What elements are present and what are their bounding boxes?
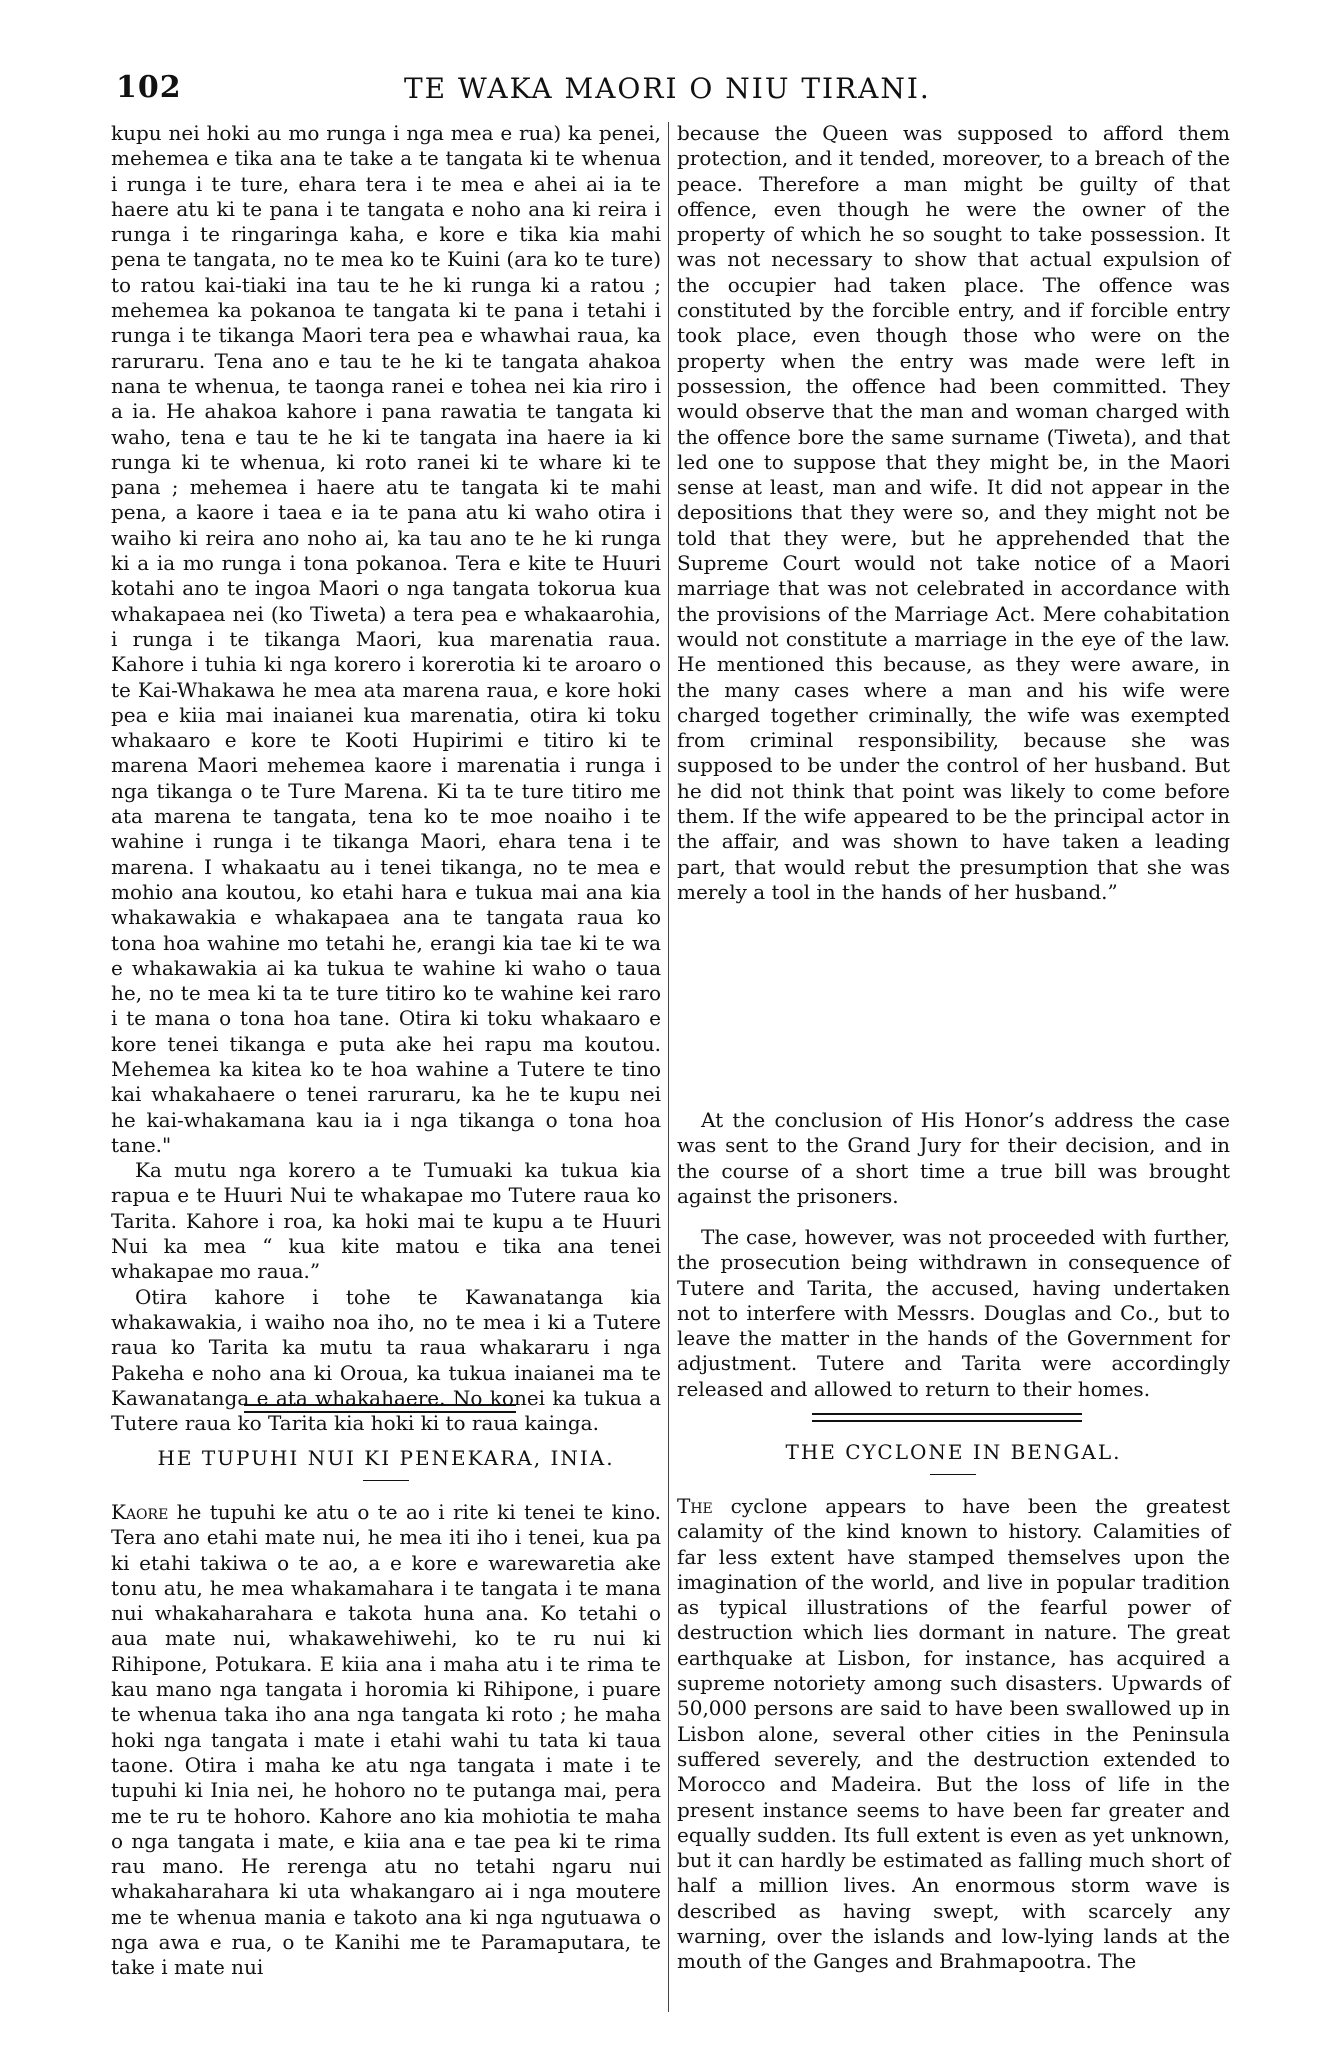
article-text-english: cyclone appears to have been the greatest calamity of the kind known to history. Calamities of far less extent have stamped themselves upon the imagination of the world, and live in popular tradition as typical illustrations of the fearful power of destruction which lies dormant in nature. The great earthquake at Lisbon, for instance, has acquired a supreme notoriety among such disasters. Upwards of 50,000 persons are said to have been swallowed up in Lisbon alone, several other cities in the Peninsula suffered severely, and the destruction extended to Morocco and Madeira. But the loss of life in the present instance seems to have been far greater and equally sudden. Its full extent is even as yet unknown, but it can hardly be estimated as falling much short of half a million lives. An enormous storm wave is described as having swept, with scarcely any warning, over the islands and low-lying lands at the mouth of the Ganges and Brahmapootra. The	[677, 1494, 1230, 1974]
right-title-rule	[930, 1474, 976, 1475]
left-double-rule	[244, 1404, 516, 1413]
lead-word-maori: Kaore	[111, 1500, 169, 1524]
column-divider	[668, 122, 669, 2012]
left-column-continuation	[111, 121, 661, 1436]
left-paragraph-3: Otira kahore i tohe te Kawanatanga kia whakawakia, i waiho noa iho, no te mea i ki a Tutere raua ko Tarita ka mutu ta raua whakararu i nga Pakeha e noho ana ki Oroua, ka tukua inaianei ma te Kawanatanga e ata whakahaere. No konei ka tukua a Tutere raua ko Tarita kia hoki ki to raua kainga.	[111, 1284, 661, 1436]
left-continued-paragraph: kupu nei hoki au mo runga i nga mea e rua) ka penei, mehemea e tika ana te take a te tangata ki te whenua i runga i te ture, ehara tera i te mea e ahei ai ia te haere atu ki te pana i te tangata e noho ana ki reira i runga i te ringaringa kaha, e kore e tika kia mahi pena te tangata, no te mea ko te Kuini (ara ko te ture) to ratou kai-tiaki ina tau te he ki runga ki a ratou ; mehemea ka pokanoa te tangata ki te pana i tetahi i runga i te tikanga Maori tera pea e whawhai raua, ka raruraru. Tena ano e tau te he ki te tangata ahakoa nana te whenua, te taonga ranei e tohea nei kia riro i a ia. He ahakoa kahore i pana rawatia te tangata ki waho, tena e tau te he ki te tangata ina haere ia ki runga ki te whenua, ki roto ranei ki te whare ki te pana ; mehemea i haere atu te tangata ki te mahi pena, a kaore i taea e ia te pana atu ki waho otira i waiho ki reira ano noho ai, ka tau ano te he ki runga ki a ia mo runga i tona pokanoa. Tera e kite te Huuri kotahi ano te ingoa Maori o nga tangata tokorua kua whakapaea nei (ko Tiweta) a tera pea e whakaarohia, i runga i te tikanga Maori, kua marenatia raua. Kahore i tuhia ki nga korero i korerotia ki te aroaro o te Kai-Whakawa he mea ata marena raua, e kore hoki pea e kiia mai inaianei kua marenatia, otira ki toku whakaaro e kore te Kooti Hupirimi e titiro ki te marena Maori mehemea kaore i marenatia i runga i nga tikanga o te Ture Marena. Ki ta te ture titiro me ata marena te tangata, tena ko te moe noaiho i te wahine i runga i te tikanga Maori, ehara tena i te marena. I whakaatu au i tenei tikanga, no te mea e mohio ana koutou, ko etahi hara e tukua mai ana kia whakawakia e whakapaea ana te tangata raua ko tona hoa wahine mo tetahi he, erangi kia tae ki te wa e whakawakia ai ka tukua te wahine ki waho o taua he, no te mea ki ta te ture titiro ko te wahine kei raro i te mana o tona hoa tane. Otira ki toku whakaaro e kore tenei tikanga e puta ake hei rapu ma koutou. Mehemea ka kitea ko te hoa wahine a Tutere te tino kai whakahaere o tenei raruraru, ka he te kupu nei he kai-whakamana kau ia i nga tikanga o tona hoa tane."	[111, 121, 661, 1157]
right-column-continuation	[677, 121, 1230, 905]
article-body-english	[677, 1494, 1230, 1975]
left-paragraph-2: Ka mutu nga korero a te Tumuaki ka tukua kia rapua e te Huuri Nui te whakapae mo Tutere raua ko Tarita. Kahore i roa, ka hoki mai te kupu a te Huuri Nui ka mea “ kua kite matou e tika ana tenei whakapae mo raua.”	[111, 1158, 661, 1284]
right-paragraph-3: The case, however, was not proceeded with further, the prosecution being withdrawn in consequence of Tutere and Tarita, the accused, having undertaken not to interfere with Messrs. Douglas and Co., but to leave the matter in the hands of the Government for adjustment. Tutere and Tarita were accordingly released and allowed to return to their homes.	[677, 1225, 1230, 1401]
right-double-rule	[812, 1413, 1082, 1422]
right-continued-paragraph: because the Queen was supposed to afford them protection, and it tended, moreover, to a breach of the peace. Therefore a man might be guilty of that offence, even though he were the owner of the property of which he so sought to take possession. It was not necessary to show that actual expulsion of the occupier had taken place. The offence was constituted by the forcible entry, and if forcible entry took place, even though those who were on the property when the entry was made were left in possession, the offence had been committed. They would observe that the man and woman charged with the offence bore the same surname (Tiweta), and that led one to suppose that they might be, in the Maori sense at least, man and wife. It did not appear in the depositions that they were so, and they might not be told that they were, but he apprehended that the Supreme Court would not take notice of a Maori marriage that was not celebrated in accordance with the provisions of the Marriage Act. Mere cohabitation would not constitute a marriage in the eye of the law. He mentioned this because, as they were aware, in the many cases where a man and his wife were charged together criminally, the wife was exempted from criminal responsibility, because she was supposed to be under the control of her husband. But he did not think that point was likely to come before them. If the wife appeared to be the principal actor in the affair, and was shown to have taken a leading part, that would rebut the presumption that she was merely a tool in the hands of her husband.”	[677, 121, 1230, 904]
page-number: 102	[116, 70, 182, 105]
running-header: TE WAKA MAORI O NIU TIRANI.	[404, 72, 931, 105]
article-title-english: THE CYCLONE IN BENGAL.	[785, 1440, 1122, 1464]
lead-word-english: The	[677, 1494, 713, 1518]
article-body-maori	[111, 1500, 661, 1981]
left-title-rule	[363, 1480, 409, 1481]
right-paragraph-2: At the conclusion of His Honor’s address the case was sent to the Grand Jury for their decision, and in the course of a short time a true bill was brought against the prisoners.	[677, 1108, 1230, 1208]
right-paragraph-3-block	[677, 1225, 1230, 1402]
right-paragraph-2-block	[677, 1108, 1230, 1209]
article-text-maori: he tupuhi ke atu o te ao i rite ki tenei te kino. Tera ano etahi mate nui, he mea iti iho i tenei, kua pa ki etahi takiwa o te ao, a e kore e warewaretia ake tonu atu, he mea whakamahara i te tangata i te mana nui whakaharahara e takota huna ana. Ko tetahi o aua mate nui, whakawehiwehi, ko te ru nui ki Rihipone, Potukara. E kiia ana i maha atu i te rima te kau mano nga tangata i horomia ki Rihipone, i puare te whenua taka iho ana nga tangata ki roto ; he maha hoki nga tangata i mate i etahi wahi tu tata ki taua taone. Otira i maha ke atu nga tangata i mate i te tupuhi ki Inia nei, he hohoro no te putanga mai, pera me te ru te hohoro. Kahore ano kia mohiotia te maha o nga tangata i mate, e kiia ana e tae pea ki te rima rau mano. He rerenga atu no tetahi ngaru nui whakaharahara ki uta whakangaro ai i nga moutere me te whenua mania e takoto ana ki nga ngutuawa o nga awa e rua, o te Kanihi me te Paramaputara, te take i mate nui	[111, 1500, 661, 1980]
article-title-maori: HE TUPUHI NUI KI PENEKARA, INIA.	[157, 1446, 615, 1470]
